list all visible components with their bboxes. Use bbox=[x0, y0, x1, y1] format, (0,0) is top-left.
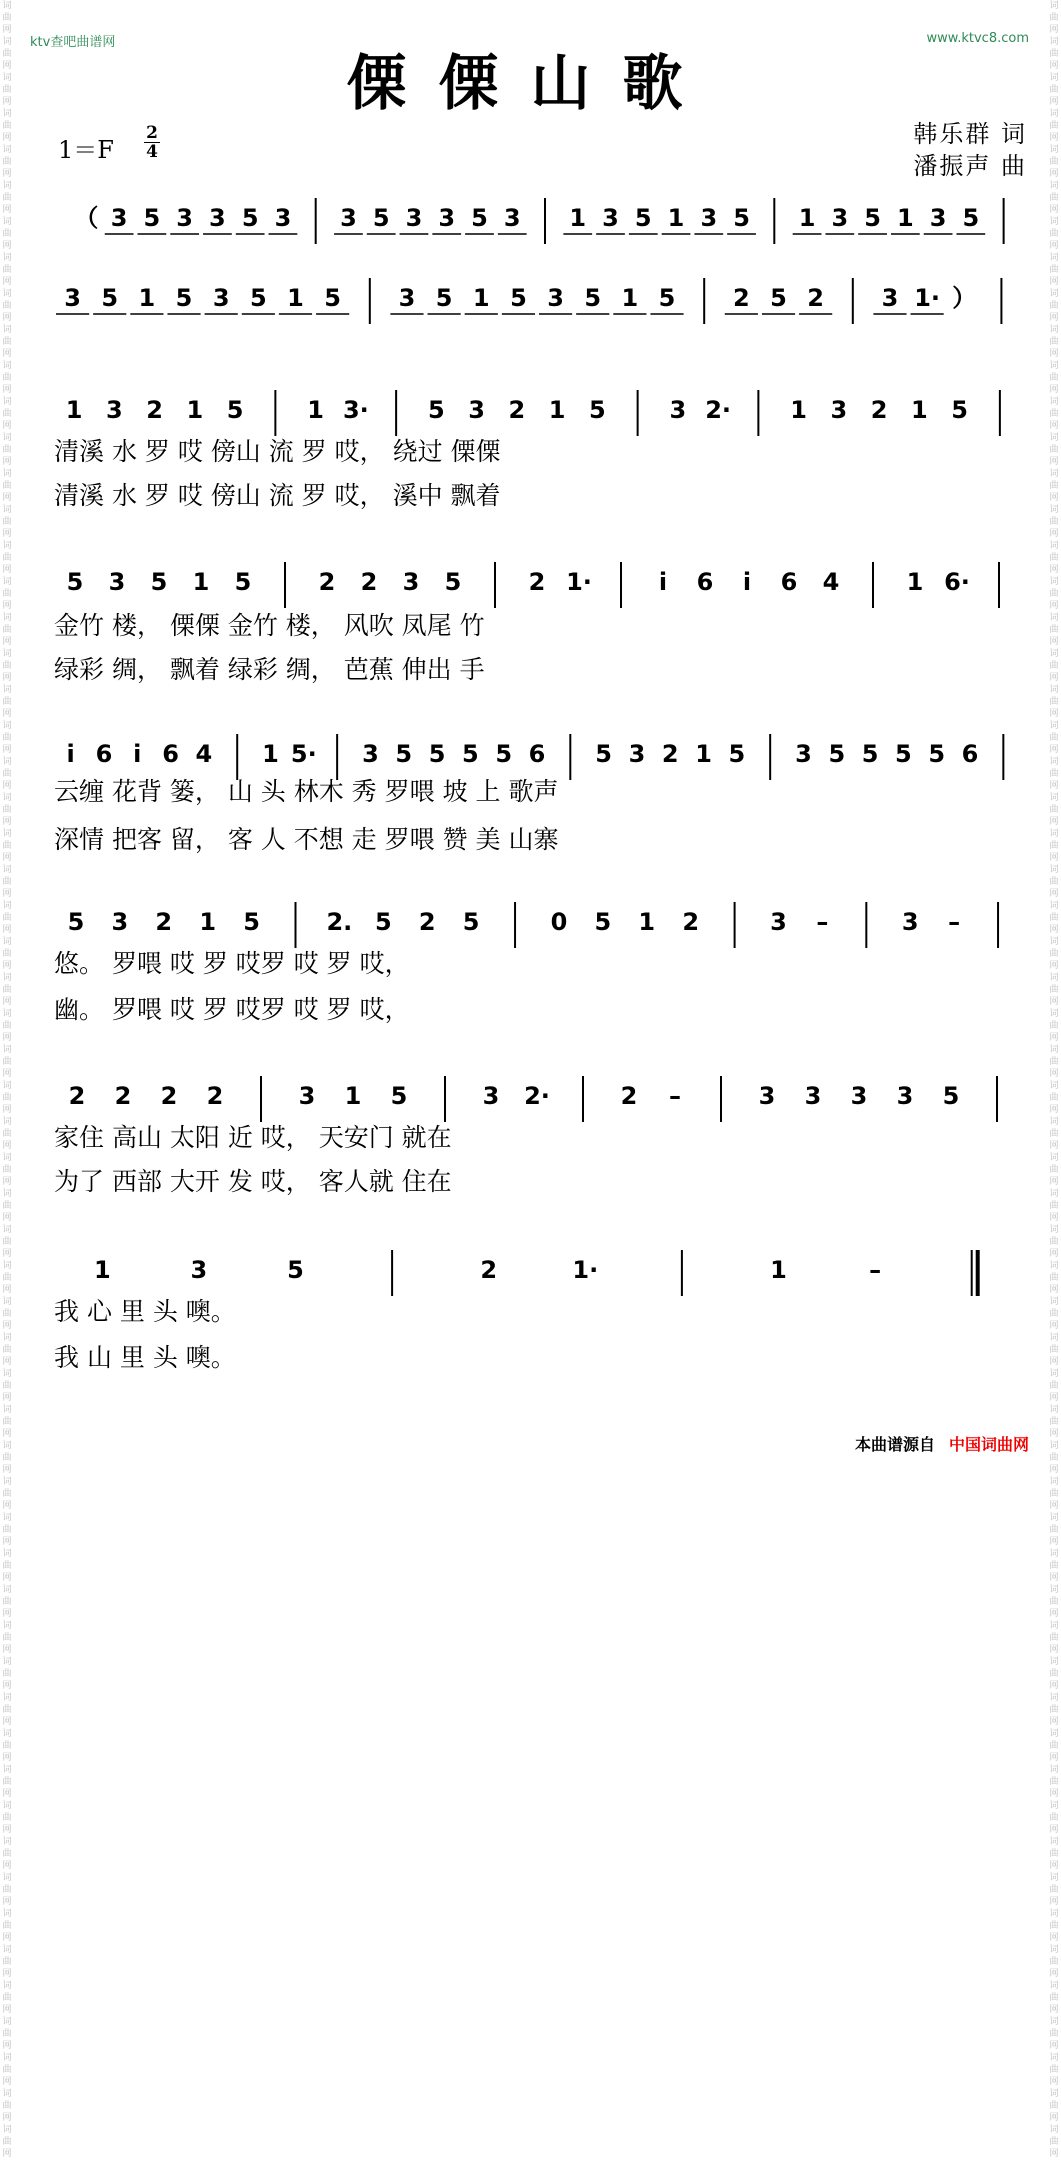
note: 5 bbox=[444, 568, 462, 596]
note: 1 bbox=[472, 284, 490, 312]
note: 3 bbox=[896, 1082, 914, 1110]
note: 5 bbox=[390, 1082, 408, 1110]
note: 5 bbox=[395, 740, 413, 768]
note: 5 bbox=[595, 740, 612, 768]
note: 3 bbox=[110, 204, 128, 232]
composer-credit: 潘振声 曲 bbox=[913, 152, 1027, 180]
note: 5 bbox=[495, 740, 513, 768]
note: 1 bbox=[638, 908, 656, 936]
note: 1 bbox=[569, 204, 587, 232]
note: 2 bbox=[206, 1082, 224, 1110]
note: 3 bbox=[929, 204, 947, 232]
lyric-line: 金竹 楼， 傈傈 金竹 楼， 风吹 凤尾 竹 bbox=[54, 611, 485, 640]
note: 2 bbox=[620, 1082, 638, 1110]
note: 5 bbox=[634, 204, 652, 232]
lyricist-credit: 韩乐群 词 bbox=[913, 120, 1027, 148]
note: 3 bbox=[482, 1082, 500, 1110]
site-label-left: ktv查吧曲谱网 bbox=[30, 35, 116, 50]
note: 3 bbox=[547, 284, 564, 312]
time-sig-bottom: 4 bbox=[146, 142, 158, 162]
note: 1 bbox=[790, 396, 807, 424]
note: 3 bbox=[340, 204, 357, 232]
note: 1 bbox=[548, 396, 566, 424]
note: 5 bbox=[658, 284, 676, 312]
note: 1 bbox=[138, 284, 156, 312]
note: 3 bbox=[758, 1082, 776, 1110]
note: 3 bbox=[628, 740, 646, 768]
note: 5 bbox=[942, 1082, 960, 1110]
lyric-line: 云缠 花背 篓， 山 头 林木 秀 罗喂 坡 上 歌声 bbox=[54, 777, 559, 806]
note: 6 bbox=[780, 568, 798, 596]
note: 5 bbox=[243, 908, 260, 936]
note: 5 bbox=[471, 204, 488, 232]
note: 6 bbox=[95, 740, 113, 768]
lyric-line: 为了 西部 大开 发 哎， 客人就 住在 bbox=[54, 1167, 452, 1196]
note: 5 bbox=[67, 908, 85, 936]
note: 1 bbox=[621, 284, 639, 312]
note: 3 bbox=[106, 396, 123, 424]
note: 2 bbox=[146, 396, 163, 424]
note: – bbox=[869, 1256, 882, 1284]
note: 3 bbox=[108, 568, 126, 596]
note: 5 bbox=[462, 740, 479, 768]
note: 2 bbox=[68, 1082, 86, 1110]
note: 6 bbox=[528, 740, 546, 768]
lyric-line: 绿彩 绸， 飘着 绿彩 绸， 芭蕉 伸出 手 bbox=[54, 655, 485, 684]
note: 1 bbox=[896, 204, 914, 232]
lyric-line: 清溪 水 罗 哎 傍山 流 罗 哎， 绕过 傈傈 bbox=[54, 437, 501, 466]
note: 5 bbox=[226, 396, 244, 424]
note: 4 bbox=[195, 740, 213, 768]
note: 3 bbox=[111, 908, 129, 936]
note: 5 bbox=[510, 284, 527, 312]
note: 2 bbox=[528, 568, 546, 596]
note: i bbox=[66, 740, 75, 768]
note: 3 bbox=[804, 1082, 822, 1110]
note: 3 bbox=[831, 204, 849, 232]
note: 5 bbox=[733, 204, 750, 232]
note: 5 bbox=[861, 740, 879, 768]
watermark-right: 词曲网 词曲网 词曲网 词曲网 词曲网 词曲网 词曲网 词曲网 词曲网 词曲网 词曲网 词曲网 词曲网 词曲网 词曲网 词曲网 词曲网 词曲网 词曲网 词曲网 词曲网 词曲网 词曲网 词曲网 词曲网 词曲网 词曲网 词曲网 词曲网 词曲网 词曲网 词曲网 词曲网 词曲网 词曲网 词曲网 词曲网 词曲网 词曲网 词曲网 词曲网 词曲网 词曲网 词曲网 词曲网 词曲网 词曲网 词曲网 词曲网 词曲网 词曲网 词曲网 词曲网 词曲网 词曲网 词曲网 词曲网 词曲网 词曲网 词曲网 bbox=[1049, 1, 1059, 2159]
note: 5 bbox=[234, 568, 252, 596]
note: 2 bbox=[682, 908, 700, 936]
note: 6 bbox=[696, 568, 714, 596]
note: 3 bbox=[362, 740, 379, 768]
note: 5 bbox=[101, 284, 119, 312]
note: 3 bbox=[190, 1256, 208, 1284]
note: 2· bbox=[524, 1082, 550, 1110]
note: 3 bbox=[881, 284, 899, 312]
note: 5· bbox=[290, 740, 317, 768]
note: 5 bbox=[962, 204, 980, 232]
note: 5 bbox=[589, 396, 606, 424]
note: 5 bbox=[143, 204, 161, 232]
lyric-line: 清溪 水 罗 哎 傍山 流 罗 哎， 溪中 飘着 bbox=[54, 481, 501, 510]
note: 1 bbox=[199, 908, 217, 936]
note: 1 bbox=[906, 568, 924, 596]
note: 5 bbox=[770, 284, 787, 312]
note: 5 bbox=[864, 204, 881, 232]
note: 3 bbox=[503, 204, 521, 232]
note: 3 bbox=[212, 284, 230, 312]
note: 3· bbox=[342, 396, 369, 424]
note: 5 bbox=[241, 204, 259, 232]
note: 2 bbox=[360, 568, 378, 596]
key-signature: 1＝F bbox=[58, 136, 114, 164]
note: 2 bbox=[480, 1256, 498, 1284]
note: – bbox=[948, 908, 961, 936]
note: 1 bbox=[667, 204, 685, 232]
note: i bbox=[742, 568, 752, 596]
note: – bbox=[816, 908, 829, 936]
note: 2 bbox=[807, 284, 825, 312]
note: 3 bbox=[795, 740, 812, 768]
lyric-line: 我 心 里 头 噢。 bbox=[54, 1297, 236, 1326]
note: 1 bbox=[93, 1256, 111, 1284]
note: 3 bbox=[298, 1082, 316, 1110]
note: 5 bbox=[462, 908, 480, 936]
footer-source bbox=[855, 1432, 1029, 1455]
note: 3 bbox=[700, 204, 718, 232]
note: 5 bbox=[287, 1256, 304, 1284]
lyric-line: 幽。 罗喂 哎 罗 哎罗 哎 罗 哎， bbox=[54, 995, 410, 1024]
note: 6· bbox=[944, 568, 970, 596]
note: 2 bbox=[661, 740, 679, 768]
note: 3 bbox=[398, 284, 416, 312]
note: 3 bbox=[830, 396, 848, 424]
note: 3 bbox=[64, 284, 81, 312]
note: 0 bbox=[550, 908, 568, 936]
watermark-left: 词曲网 词曲网 词曲网 词曲网 词曲网 词曲网 词曲网 词曲网 词曲网 词曲网 词曲网 词曲网 词曲网 词曲网 词曲网 词曲网 词曲网 词曲网 词曲网 词曲网 词曲网 词曲网 词曲网 词曲网 词曲网 词曲网 词曲网 词曲网 词曲网 词曲网 词曲网 词曲网 词曲网 词曲网 词曲网 词曲网 词曲网 词曲网 词曲网 词曲网 词曲网 词曲网 词曲网 词曲网 词曲网 词曲网 词曲网 词曲网 词曲网 词曲网 词曲网 词曲网 词曲网 词曲网 词曲网 词曲网 词曲网 词曲网 词曲网 词曲网 bbox=[2, 1, 12, 2159]
footer-site-link[interactable]: 中国词曲网 bbox=[948, 1435, 1029, 1454]
note: 3 bbox=[901, 908, 919, 936]
note: 5 bbox=[374, 908, 392, 936]
note: 2 bbox=[870, 396, 888, 424]
note: 3 bbox=[438, 204, 456, 232]
note: 1 bbox=[262, 740, 279, 768]
note: 3 bbox=[602, 204, 619, 232]
note: 5 bbox=[175, 284, 193, 312]
time-sig-top: 2 bbox=[146, 123, 158, 143]
lyric-line: 我 山 里 头 噢。 bbox=[54, 1343, 236, 1372]
note: 3 bbox=[405, 204, 423, 232]
note: 1 bbox=[287, 284, 304, 312]
note: 3 bbox=[402, 568, 420, 596]
note: （ bbox=[74, 204, 99, 232]
note: 2· bbox=[705, 396, 732, 424]
note: 6 bbox=[961, 740, 979, 768]
note: 3 bbox=[669, 396, 687, 424]
note: 5 bbox=[584, 284, 602, 312]
note: 1 bbox=[798, 204, 816, 232]
note: 3 bbox=[850, 1082, 868, 1110]
note: 1· bbox=[914, 284, 941, 312]
note: 2 bbox=[114, 1082, 132, 1110]
note: 5 bbox=[928, 740, 946, 768]
note: 5 bbox=[150, 568, 168, 596]
note: 2 bbox=[508, 396, 526, 424]
note: 5 bbox=[951, 396, 968, 424]
lyric-line: 悠。 罗喂 哎 罗 哎罗 哎 罗 哎， bbox=[54, 949, 410, 978]
note: 5 bbox=[828, 740, 846, 768]
note: 2 bbox=[160, 1082, 178, 1110]
note: 2. bbox=[326, 908, 353, 936]
footer-label: 本曲谱源自 bbox=[854, 1435, 935, 1454]
note: 5 bbox=[594, 908, 612, 936]
note: 3 bbox=[176, 204, 194, 232]
note: 5 bbox=[66, 568, 84, 596]
song-title: 傈傈山歌 bbox=[346, 49, 715, 119]
note: 3 bbox=[274, 204, 292, 232]
note: 3 bbox=[468, 396, 485, 424]
note: 5 bbox=[324, 284, 342, 312]
note: 1· bbox=[566, 568, 592, 596]
note: 5 bbox=[435, 284, 453, 312]
lyric-line: 家住 高山 太阳 近 哎， 天安门 就在 bbox=[54, 1123, 452, 1152]
note: i bbox=[133, 740, 142, 768]
note: 1 bbox=[770, 1256, 787, 1284]
note: – bbox=[669, 1082, 681, 1110]
note: 2 bbox=[155, 908, 173, 936]
note: 3 bbox=[770, 908, 787, 936]
note: 5 bbox=[249, 284, 267, 312]
note: 1 bbox=[307, 396, 324, 424]
lyric-line: 深情 把客 留， 客 人 不想 走 罗喂 赞 美 山寨 bbox=[54, 825, 559, 854]
note: 2 bbox=[732, 284, 750, 312]
note: 6 bbox=[162, 740, 179, 768]
note: 2 bbox=[318, 568, 336, 596]
note: 5 bbox=[895, 740, 912, 768]
note: 1 bbox=[695, 740, 712, 768]
note: 2 bbox=[418, 908, 436, 936]
note: ） bbox=[952, 284, 977, 312]
note: 5 bbox=[372, 204, 390, 232]
note: 1· bbox=[572, 1256, 599, 1284]
note: 5 bbox=[428, 396, 445, 424]
note: 1 bbox=[192, 568, 210, 596]
note: i bbox=[658, 568, 668, 596]
note: 1 bbox=[344, 1082, 362, 1110]
note: 1 bbox=[65, 396, 83, 424]
note: 4 bbox=[822, 568, 840, 596]
note: 5 bbox=[428, 740, 446, 768]
note: 3 bbox=[209, 204, 226, 232]
note: 5 bbox=[728, 740, 746, 768]
note: 1 bbox=[186, 396, 204, 424]
note: 1 bbox=[911, 396, 928, 424]
site-url-right[interactable]: www.ktvc8.com bbox=[926, 31, 1029, 46]
